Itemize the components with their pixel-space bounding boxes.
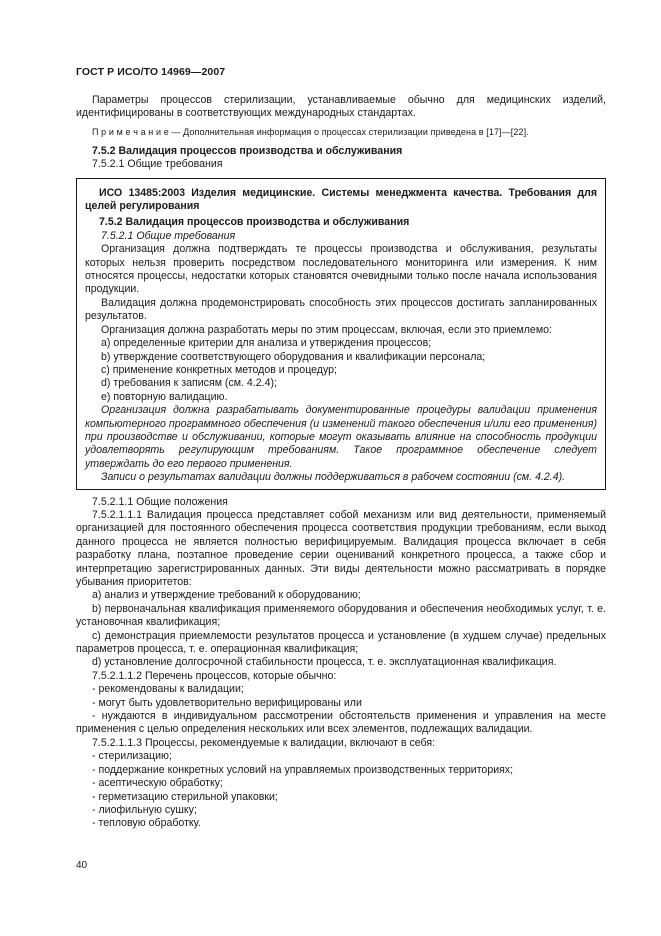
list-item: - асептическую обработку; xyxy=(92,777,224,790)
clause-7-5-2-1-1: 7.5.2.1.1 Общие положения xyxy=(92,495,228,508)
box-paragraph-4: Организация должна разрабатывать документированные процедуры валидации применения компьютерного программного обеспечения (и изменений такого обеспечения и/или его применения) при производстве и обслуживании, которые могут оказывать влияние на способность продукции удовлетворять регулирующим требованиям. Такое программное обеспечение следует утверждать до его первого применения. xyxy=(85,404,597,470)
list-item: a) анализ и утверждение требований к оборудованию; xyxy=(92,589,361,602)
quoted-standard-box xyxy=(76,178,606,490)
clause-7-5-2-1-1-3: 7.5.2.1.1.3 Процессы, рекомендуемые к валидации, включают в себя: xyxy=(92,736,436,749)
list-item: - стерилизацию; xyxy=(92,750,172,763)
box-list-item: a) определенные критерии для анализа и утверждения процессов; xyxy=(101,337,432,350)
section-heading: 7.5.2 Валидация процессов производства и обслуживания xyxy=(92,144,403,157)
intro-paragraph: Параметры процессов стерилизации, устанавливаемые обычно для медицинских изделий, идентифицированы в соответствующих международных стандартах. xyxy=(76,94,606,120)
intro-note: П р и м е ч а н и е — Дополнительная информация о процессах стерилизации приведена в [17]—[22]. xyxy=(92,126,529,137)
box-paragraph-3: Организация должна разработать меры по этим процессам, включая, если это приемлемо: xyxy=(101,323,552,336)
list-item: - нуждаются в индивидуальном рассмотрении обстоятельств применения и управления на месте применения с целью определения нескольких или всех элементов, подлежащих валидации. xyxy=(76,710,606,736)
box-paragraph-5: Записи о результатах валидации должны поддерживаться в рабочем состоянии (см. 4.2.4). xyxy=(101,471,566,484)
list-item: - лиофильную сушку; xyxy=(92,803,197,816)
list-item: - поддержание конкретных условий на управляемых производственных территориях; xyxy=(92,763,514,776)
box-subheading: 7.5.2.1 Общие требования xyxy=(101,229,236,242)
list-item: c) демонстрация приемлемости результатов процесса и установление (в худшем случае) предельных параметров процесса, т. е. операционная квалификация; xyxy=(76,629,606,656)
list-item: d) установление долгосрочной стабильности процесса, т. е. эксплуатационная квалификация. xyxy=(92,656,557,669)
page-content xyxy=(76,94,606,831)
list-item: - могут быть удовлетворительно верифицированы или xyxy=(92,696,362,709)
clause-7-5-2-1-1-1: 7.5.2.1.1.1 Валидация процесса представляет собой механизм или вид деятельности, применяемый организацией для постоянного обеспечения процесса соответствия продукции требованиям, если выход данного процесса не является полностью верифицируемым. Валидация процесса включает в себя разработку плана, поэтапное проведение серии оцениваний конкретного процесса, а также сбор и интерпретацию зарегистрированных данных. Эти виды деятельности можно рассматривать в порядке убывания приоритетов: xyxy=(76,508,606,588)
list-item: - рекомендованы к валидации; xyxy=(92,683,244,696)
box-list-item: e) повторную валидацию. xyxy=(101,390,228,403)
box-title: ИСО 13485:2003 Изделия медицинские. Системы менеджмента качества. Требования для целей регулирования xyxy=(85,186,597,213)
box-paragraph-1: Организация должна подтверждать те процессы производства и обслуживания, результаты которых нельзя проверить посредством последовательного мониторинга или измерения. К ним относятся процессы, недостатки которых становятся очевидными только после начала использования продукции. xyxy=(85,243,597,296)
box-list-item: b) утверждение соответствующего оборудования и квалификации персонала; xyxy=(101,350,486,363)
list-item: - герметизацию стерильной упаковки; xyxy=(92,790,278,803)
box-list-item: d) требования к записям (см. 4.2.4); xyxy=(101,377,277,390)
page-number: 40 xyxy=(76,860,88,871)
section-subheading: 7.5.2.1 Общие требования xyxy=(92,158,223,171)
clause-7-5-2-1-1-2: 7.5.2.1.1.2 Перечень процессов, которые обычно: xyxy=(92,669,337,682)
list-item: - тепловую обработку. xyxy=(92,817,201,830)
list-item: b) первоначальная квалификация применяемого оборудования и обеспечения необходимых услуг, т. е. установочная квалификация; xyxy=(76,602,606,629)
document-header: ГОСТ Р ИСО/ТО 14969—2007 xyxy=(76,66,226,78)
box-list-item: c) применение конкретных методов и процедур; xyxy=(101,363,337,376)
box-paragraph-2: Валидация должна продемонстрировать способность этих процессов достигать запланированных результатов. xyxy=(85,296,597,323)
box-heading: 7.5.2 Валидация процессов производства и обслуживания xyxy=(99,216,410,229)
